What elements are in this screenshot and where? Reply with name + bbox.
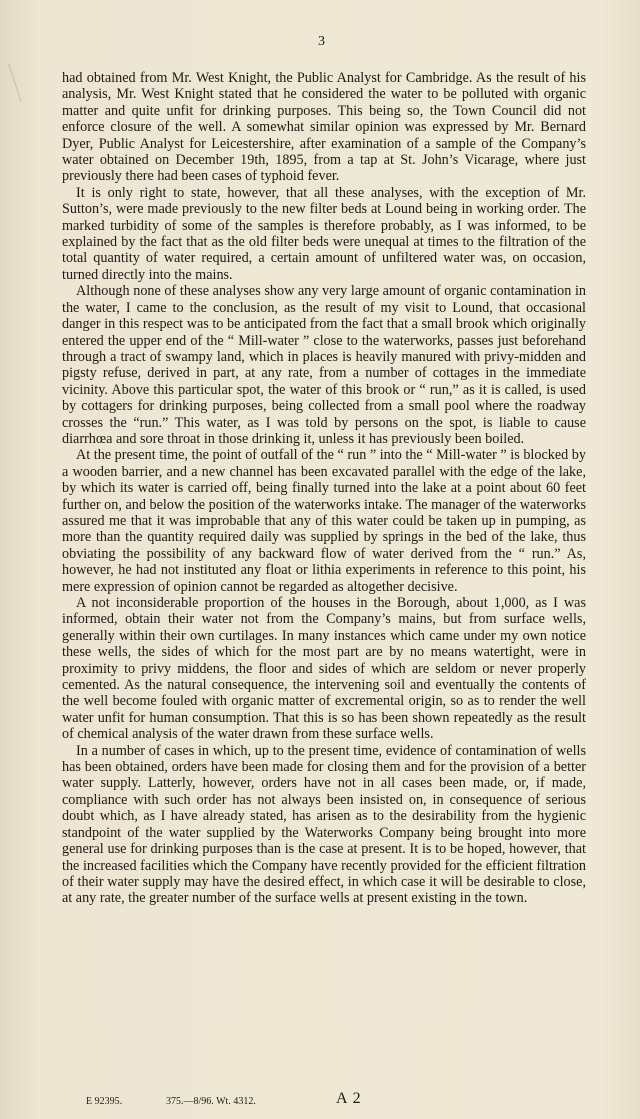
footer-print-info: 375.—8/96. Wt. 4312. xyxy=(166,1096,256,1107)
paragraph-3: Although none of these analyses show any very large amount of organic contamination in the water, I came to the conclusion, as the result of my visit to Lound, that occasional danger in this respect was to be anticipated from the fact that a small brook which originally entered the upper end of the “ Mill-water ” close to the waterworks, passes just beforehand through a tract of swampy land, which in places is heavily manured with privy-midden and pigsty refuse, derived in part, at any rate, from a number of cottages in the immediate vicinity. Above this particular spot, the water of this brook or “ run,” as it is called, is used by cottagers for drinking purposes, being collected from a small pool where the roadway crosses the “run.” This water, as I was told by persons on the spot, is liable to cause diarrhœa and sore throat in those drinking it, unless it has previously been boiled. xyxy=(62,283,586,447)
paper-fold-mark xyxy=(8,58,40,103)
paragraph-4: At the present time, the point of outfall of the “ run ” into the “ Mill-water ” is blocked by a wooden barrier, and a new channel has been excavated parallel with the edge of the lake, by which its water is carried off, being finally turned into the lake at a point about 60 feet further on, and below the position of the waterworks intake. The manager of the waterworks assured me that it was improbable that any of this water could be taken up in pumping, as more than the quantity required daily was supplied by springs in the bed of the lake, thus obviating the possibility of any backward flow of water derived from the “ run.” As, however, he had not instituted any float or lithia experiments in reference to this point, his mere expression of opinion cannot be regarded as altogether decisive. xyxy=(62,447,586,595)
paragraph-5: A not inconsiderable proportion of the houses in the Borough, about 1,000, as I was informed, obtain their water not from the Company’s mains, but from surface wells, generally within their own curtilages. In many instances which came under my own notice these wells, the sides of which for the most part are by no means watertight, were in proximity to privy middens, the floor and sides of which are seldom or never properly cemented. As the natural consequence, the intervening soil and eventually the contents of the well become fouled with organic matter of excremental origin, so as to render the well water unfit for human consumption. That this is so has been shown repeatedly as the result of chemical analysis of the water drawn from these surface wells. xyxy=(62,595,586,743)
paragraph-6: In a number of cases in which, up to the present time, evidence of contamination of wells has been obtained, orders have been made for closing them and for the provision of a better water supply. Latterly, however, orders have not in all cases been made, or, if made, compliance with such order has not always been insisted on, in consequence of serious doubt which, as I have already stated, has arisen as to the desirability from the hygienic standpoint of the water supplied by the Waterworks Company being brought into more general use for drinking purposes than is the case at present. It is to be hoped, however, that the increased facilities which the Company have recently provided for the efficient filtration of their water supply may have the desired effect, in which case it will be desirable to close, at any rate, the greater number of the surface wells at present existing in the town. xyxy=(62,742,586,907)
page-footer xyxy=(86,1090,506,1110)
paragraph-2: It is only right to state, however, that all these analyses, with the exception of Mr. Sutton’s, were made previously to the new filter beds at Lound being in working order. The marked turbidity of some of the samples is therefore probably, as I was informed, to be explained by the fact that as the old filter beds were unequal at times to the filtration of the total quantity of water required, a certain amount of unfiltered water was, on occasion, turned directly into the mains. xyxy=(62,184,586,283)
footer-reference: E 92395. xyxy=(86,1096,123,1107)
paragraph-1: had obtained from Mr. West Knight, the Public Analyst for Cambridge. As the result of his analysis, Mr. West Knight stated that he considered the water to be polluted with organic matter and quite unfit for drinking purposes. This being so, the Town Council did not enforce closure of the well. A somewhat similar opinion was expressed by Mr. Bernard Dyer, Public Analyst for Leicestershire, after examination of a sample of the Company’s water obtained on December 19th, 1895, from a tap at St. John’s Vicarage, where just previously there had been cases of typhoid fever. xyxy=(62,70,586,185)
body-text xyxy=(62,70,586,907)
signature-mark: A 2 xyxy=(336,1090,362,1107)
page-number: 3 xyxy=(318,34,325,49)
